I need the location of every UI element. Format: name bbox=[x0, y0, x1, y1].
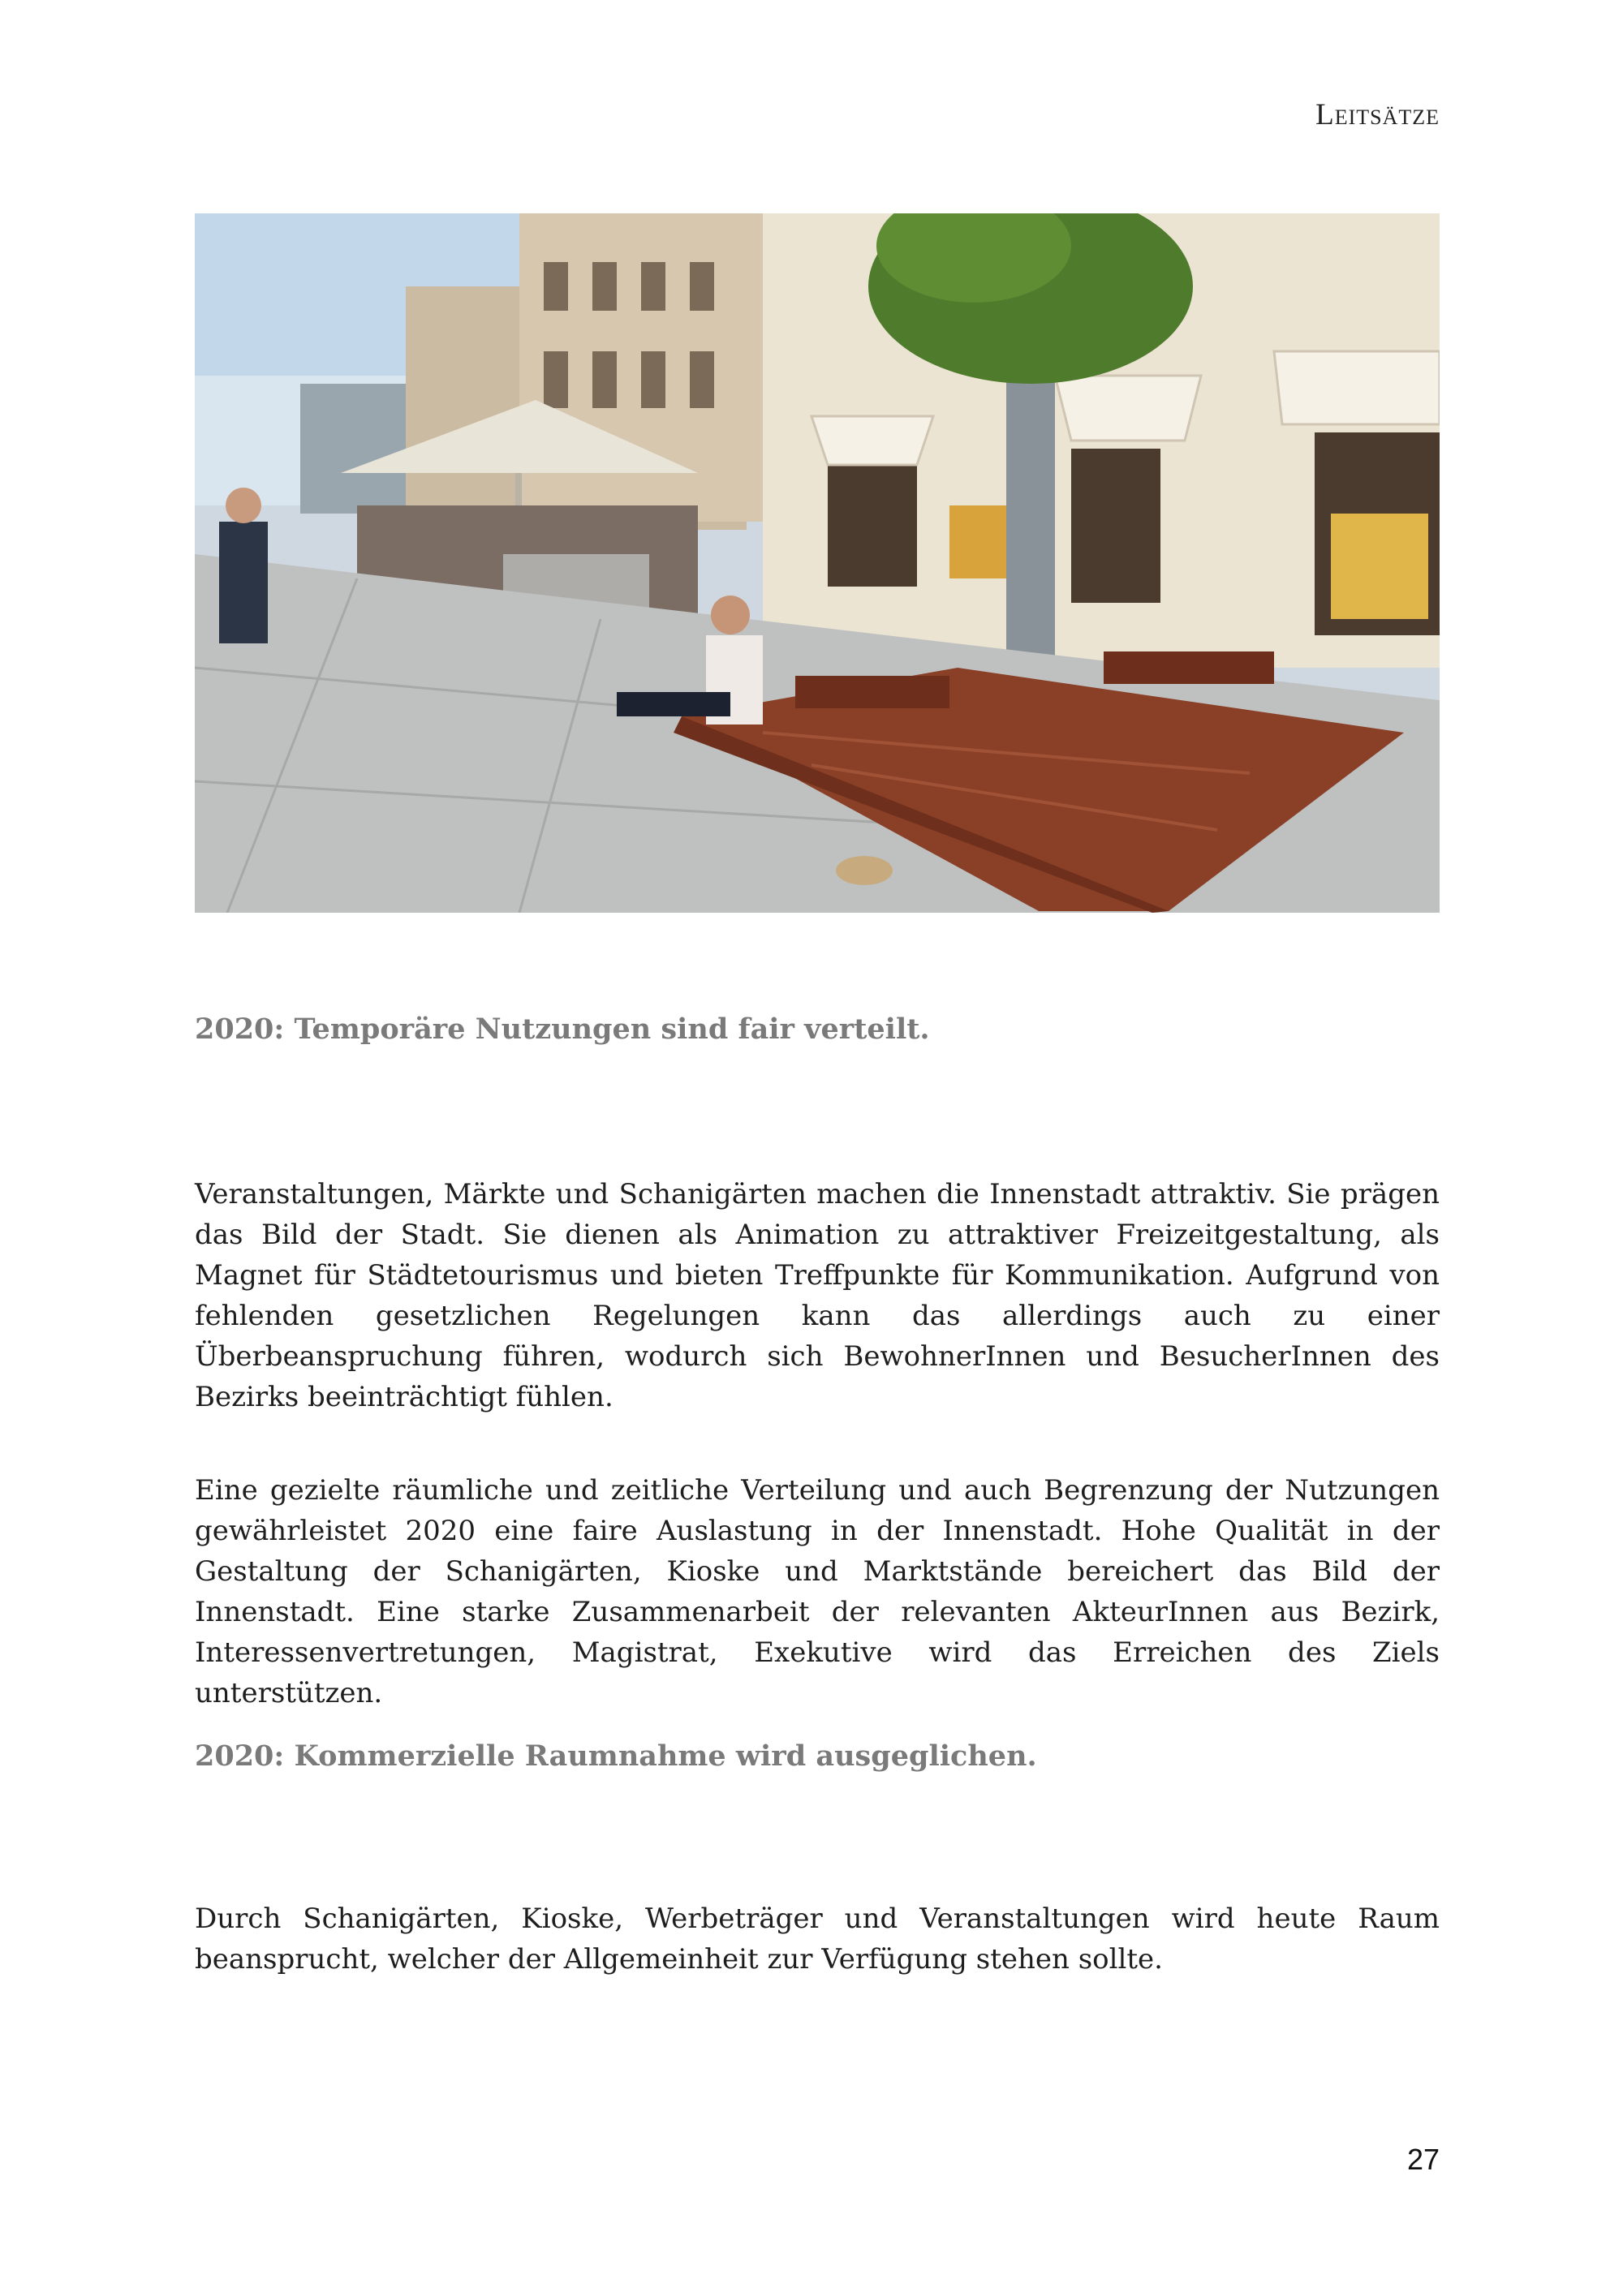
street-photo-illustration bbox=[195, 213, 1440, 913]
section-heading-temporary-uses: 2020: Temporäre Nutzungen sind fair verteilt. bbox=[195, 1013, 930, 1046]
paragraph-space-claims: Durch Schanigärten, Kioske, Werbeträger und Veranstaltungen wird heute Raum beansprucht, welcher der Allgemeinheit zur Verfügung stehen sollte. bbox=[195, 1903, 1440, 1976]
paragraph-events: Veranstaltungen, Märkte und Schanigärten machen die Innenstadt attraktiv. Sie prägen das Bild der Stadt. Sie dienen als Animation zu attraktiver Freizeitgestaltung, als Magnet für Städtetourismus und bieten Treffpunkte für Kommunikation. Aufgrund von fehlenden gesetzlichen Regelungen kann das allerdings auch zu einer Überbeanspruchung führen, wodurch sich BewohnerInnen und BesucherInnen des Bezirks beeinträchtigt fühlen. bbox=[195, 1178, 1440, 1413]
section-heading-commercial-space: 2020: Kommerzielle Raumnahme wird ausgeglichen. bbox=[195, 1739, 1037, 1773]
running-header: Leitsätze bbox=[1315, 98, 1440, 131]
street-photo bbox=[195, 213, 1440, 913]
paragraph-distribution: Eine gezielte räumliche und zeitliche Verteilung und auch Begrenzung der Nutzungen gewährleistet 2020 eine faire Auslastung in der Innenstadt. Hohe Qualität in der Gestaltung der Schanigärten, Kioske und Marktstände bereichert das Bild der Innenstadt. Eine starke Zusammenarbeit der relevanten AkteurInnen aus Bezirk, Interessenvertretungen, Magistrat, Exekutive wird das Erreichen des Ziels unterstützen. bbox=[195, 1474, 1440, 1709]
page-number: 27 bbox=[1406, 2143, 1440, 2176]
